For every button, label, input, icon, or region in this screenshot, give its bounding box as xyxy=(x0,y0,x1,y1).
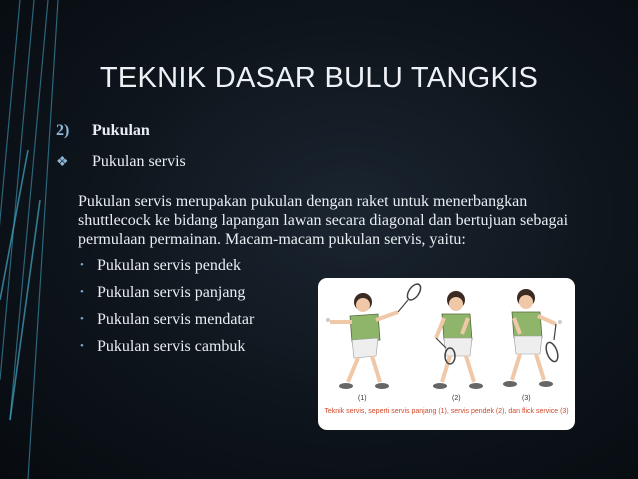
list-item xyxy=(80,310,254,337)
subsection-heading xyxy=(56,153,186,171)
list-item-label: Pukulan servis panjang xyxy=(97,284,246,301)
list-item-label: Pukulan servis mendatar xyxy=(97,311,255,328)
serve-types-list xyxy=(80,256,254,364)
list-item xyxy=(80,337,254,364)
bullet-dot-icon: • xyxy=(80,259,84,271)
list-item-label: Pukulan servis cambuk xyxy=(97,338,246,355)
player-figure-2 xyxy=(433,291,483,389)
serve-technique-figure xyxy=(318,278,575,430)
slide-title: TEKNIK DASAR BULU TANGKIS xyxy=(99,62,539,94)
figure-label-1: (1) xyxy=(358,395,367,402)
section-title: Pukulan xyxy=(92,122,150,139)
player-figure-3 xyxy=(503,289,562,387)
section-number: 2) xyxy=(56,122,70,139)
section-heading xyxy=(56,122,150,140)
subsection-title: Pukulan servis xyxy=(92,153,186,170)
list-item xyxy=(80,256,254,283)
figure-caption: Teknik servis, seperti servis panjang (1), servis pendek (2), dan flick service (3) xyxy=(324,408,569,415)
bullet-dot-icon: • xyxy=(80,313,84,325)
figure-label-2: (2) xyxy=(452,395,461,402)
players-illustration xyxy=(318,278,575,398)
figure-label-3: (3) xyxy=(522,395,531,402)
bullet-dot-icon: • xyxy=(80,340,84,352)
list-item-label: Pukulan servis pendek xyxy=(97,257,241,274)
diamond-bullet-icon: ❖ xyxy=(56,155,69,170)
bullet-dot-icon: • xyxy=(80,286,84,298)
list-item xyxy=(80,283,254,310)
player-figure-1 xyxy=(326,282,423,389)
description-paragraph: Pukulan servis merupakan pukulan dengan raket untuk menerbangkan shuttlecock ke bidang lapangan lawan secara diagonal dan bertujuan sebagai permulaan permainan. Macam-macam pukulan servis, yaitu: xyxy=(78,193,569,248)
